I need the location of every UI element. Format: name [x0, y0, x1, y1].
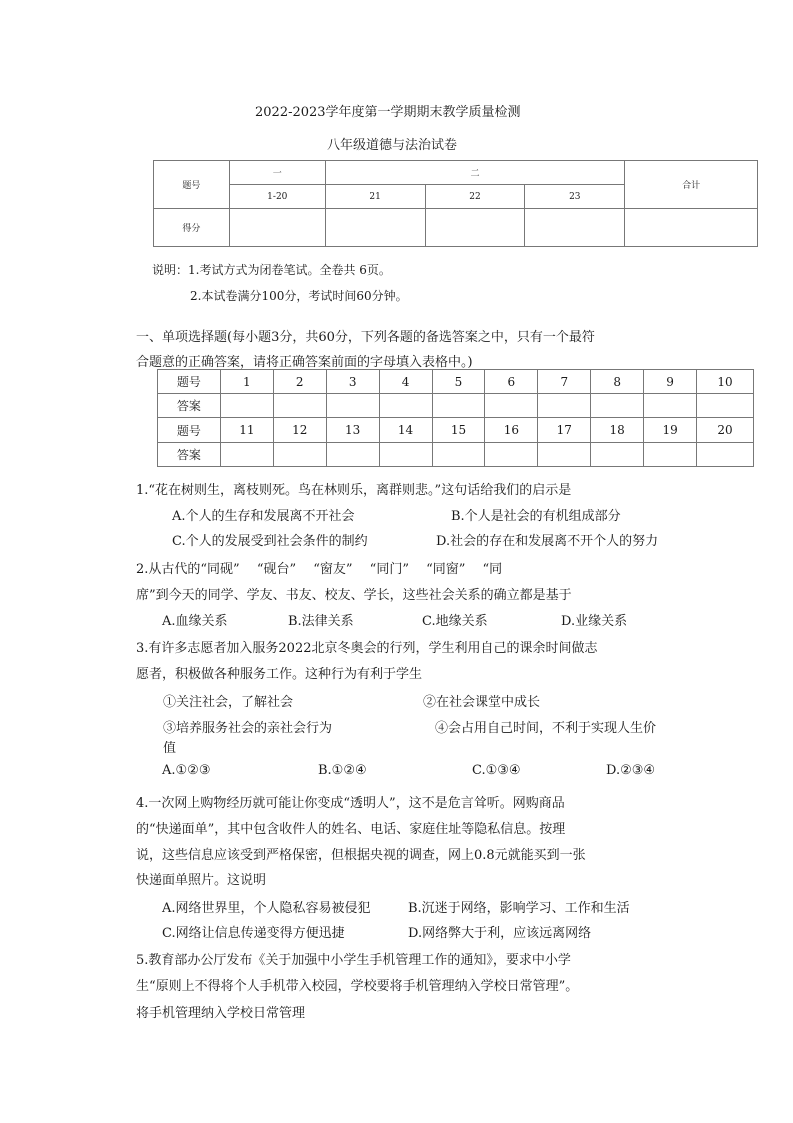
q1-option-d: D.社会的存在和发展离不开个人的努力 [436, 534, 659, 549]
score-table-section2: 二 [325, 161, 624, 185]
answer-cell[interactable] [326, 394, 379, 418]
q3-stem-line1: 3.有许多志愿者加入服务2022北京冬奥会的行列，学生利用自己的课余时间做志 [136, 641, 598, 656]
score-table-section1: 一 [229, 161, 325, 185]
question-number: 8 [591, 370, 644, 394]
answer-cell[interactable] [326, 443, 379, 467]
q4-option-c: C.网络让信息传递变得方便迅捷 [162, 926, 345, 941]
answer-table-daan: 答案 [158, 394, 221, 418]
question-number: 15 [432, 418, 485, 443]
answer-cell[interactable] [591, 443, 644, 467]
answer-table-tihao: 题号 [158, 370, 221, 394]
score-table-col: 21 [325, 185, 425, 209]
instruction-line2: 2.本试卷满分100分，考试时间60分钟。 [190, 289, 408, 303]
q4-stem-line4: 快递面单照片。这说明 [136, 873, 267, 888]
q3-statement-4: ④会占用自己时间，不利于实现人生价 [435, 721, 657, 736]
question-number: 12 [273, 418, 326, 443]
score-table [153, 160, 758, 247]
score-cell[interactable] [229, 209, 325, 247]
answer-cell[interactable] [644, 443, 697, 467]
answer-table [157, 369, 754, 467]
answer-cell[interactable] [538, 443, 591, 467]
answer-cell[interactable] [538, 394, 591, 418]
q3-statement-4-cont: 值 [163, 741, 177, 756]
question-number: 7 [538, 370, 591, 394]
q2-option-d: D.业缘关系 [561, 614, 628, 629]
answer-cell[interactable] [591, 394, 644, 418]
answer-cell[interactable] [220, 394, 273, 418]
q5-stem-line3: 将手机管理纳入学校日常管理 [136, 1006, 306, 1021]
question-number: 4 [379, 370, 432, 394]
question-number: 5 [432, 370, 485, 394]
question-number: 1 [220, 370, 273, 394]
q3-option-b: B.①②④ [318, 763, 367, 778]
q2-option-b: B.法律关系 [288, 614, 354, 629]
score-cell[interactable] [625, 209, 758, 247]
q3-option-d: D.②③④ [606, 763, 656, 778]
question-number: 16 [485, 418, 538, 443]
question-number: 2 [273, 370, 326, 394]
answer-cell[interactable] [220, 443, 273, 467]
question-number: 13 [326, 418, 379, 443]
q1-option-b: B.个人是社会的有机组成部分 [451, 509, 621, 524]
score-table-tihao: 题号 [154, 161, 230, 209]
instruction-line1: 说明：1.考试方式为闭卷笔试。全卷共 6页。 [152, 263, 391, 277]
q2-stem-line1: 2.从古代的“同砚” “砚台” “窗友” “同门” “同窗” “同 [136, 562, 503, 577]
section1-heading-line2: 合题意的正确答案，请将正确答案前面的字母填入表格中。) [136, 355, 473, 370]
q1-option-c: C.个人的发展受到社会条件的制约 [172, 534, 368, 549]
answer-cell[interactable] [273, 443, 326, 467]
answer-cell[interactable] [697, 443, 754, 467]
exam-title: 2022-2023学年度第一学期期末教学质量检测 [255, 105, 521, 120]
score-cell[interactable] [525, 209, 625, 247]
answer-cell[interactable] [697, 394, 754, 418]
q2-option-c: C.地缘关系 [422, 614, 488, 629]
answer-table-tihao: 题号 [158, 418, 221, 443]
score-table-col: 1-20 [229, 185, 325, 209]
answer-table-daan: 答案 [158, 443, 221, 467]
q5-stem-line1: 5.教育部办公厅发布《关于加强中小学生手机管理工作的通知》，要求中小学 [136, 953, 571, 968]
question-number: 11 [220, 418, 273, 443]
question-number: 14 [379, 418, 432, 443]
answer-cell[interactable] [485, 394, 538, 418]
answer-cell[interactable] [644, 394, 697, 418]
score-table-col: 23 [525, 185, 625, 209]
answer-cell[interactable] [432, 443, 485, 467]
answer-cell[interactable] [379, 443, 432, 467]
score-table-col: 22 [425, 185, 525, 209]
answer-cell[interactable] [432, 394, 485, 418]
question-number: 3 [326, 370, 379, 394]
q1-option-a: A.个人的生存和发展离不开社会 [172, 509, 355, 524]
question-number: 6 [485, 370, 538, 394]
q3-statement-2: ②在社会课堂中成长 [423, 695, 541, 710]
q4-stem-line1: 4.一次网上购物经历就可能让你变成“透明人”，这不是危言耸听。网购商品 [136, 796, 565, 811]
score-table-defen: 得分 [154, 209, 230, 247]
question-number: 10 [697, 370, 754, 394]
q1-stem: 1.“花在树则生，离枝则死。鸟在林则乐，离群则悲。”这句话给我们的启示是 [136, 483, 572, 498]
q3-option-c: C.①③④ [472, 763, 521, 778]
question-number: 18 [591, 418, 644, 443]
score-cell[interactable] [325, 209, 425, 247]
q2-option-a: A.血缘关系 [162, 614, 228, 629]
question-number: 19 [644, 418, 697, 443]
q4-option-b: B.沉迷于网络，影响学习、工作和生活 [408, 901, 630, 916]
q4-option-d: D.网络弊大于利，应该远离网络 [408, 926, 592, 941]
q3-option-a: A.①②③ [162, 763, 211, 778]
q4-stem-line2: 的“快递面单”，其中包含收件人的姓名、电话、家庭住址等隐私信息。按理 [136, 822, 566, 837]
question-number: 20 [697, 418, 754, 443]
answer-cell[interactable] [273, 394, 326, 418]
answer-cell[interactable] [485, 443, 538, 467]
section1-heading-line1: 一、单项选择题(每小题3分，共60分，下列各题的备选答案之中，只有一个最符 [136, 330, 595, 345]
answer-cell[interactable] [379, 394, 432, 418]
q2-stem-line2: 席”到今天的同学、学友、书友、校友、学长，这些社会关系的确立都是基于 [136, 588, 572, 603]
score-table-total: 合计 [625, 161, 758, 209]
question-number: 17 [538, 418, 591, 443]
q4-stem-line3: 说，这些信息应该受到严格保密，但根据央视的调查，网上0.8元就能买到一张 [136, 848, 586, 863]
q5-stem-line2: 生“原则上不得将个人手机带入校园，学校要将手机管理纳入学校日常管理”。 [136, 979, 579, 994]
q3-statement-1: ①关注社会，了解社会 [163, 695, 294, 710]
question-number: 9 [644, 370, 697, 394]
q3-statement-3: ③培养服务社会的亲社会行为 [163, 721, 333, 736]
exam-subtitle: 八年级道德与法治试卷 [327, 138, 458, 153]
q4-option-a: A.网络世界里，个人隐私容易被侵犯 [162, 901, 371, 916]
score-cell[interactable] [425, 209, 525, 247]
q3-stem-line2: 愿者，积极做各种服务工作。这种行为有利于学生 [136, 667, 423, 682]
